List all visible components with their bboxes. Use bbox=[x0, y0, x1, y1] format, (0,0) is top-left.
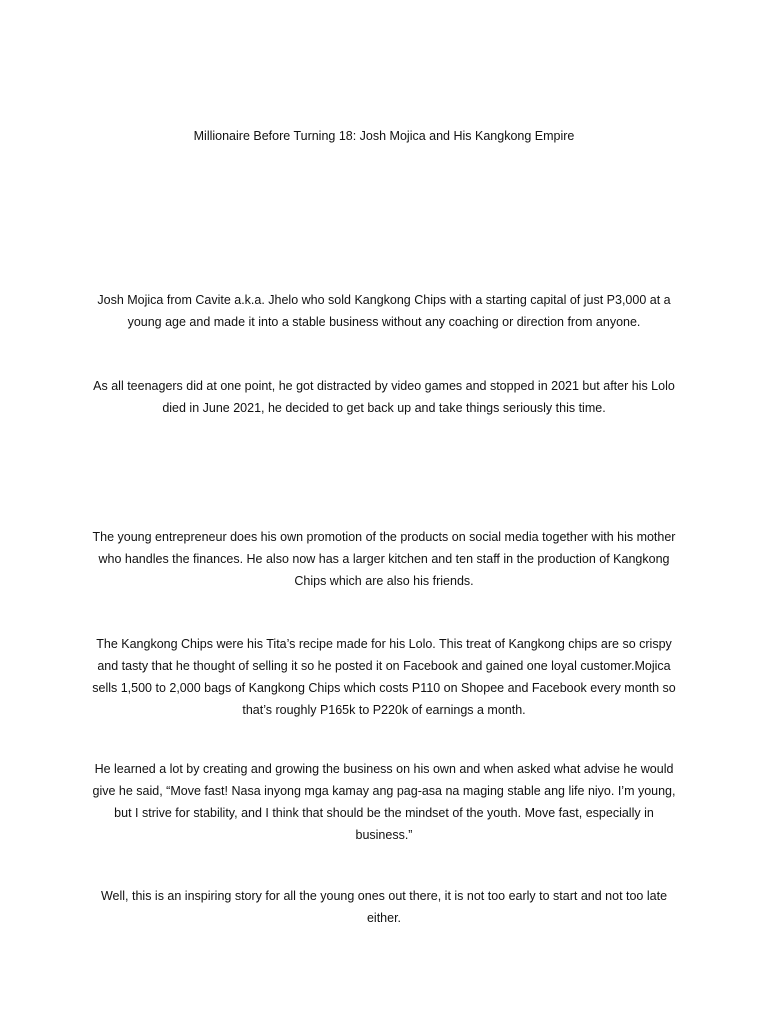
paragraph-distraction: As all teenagers did at one point, he got distracted by video games and stopped in 2021 but after his Lolo died in June 2021, he decided to get back up and take things seriously this time. bbox=[93, 379, 675, 415]
paragraph-promotion: The young entrepreneur does his own promotion of the products on social media together with his mother who handles the finances. He also now has a larger kitchen and ten staff in the production of Kangkong Chips which are also his friends. bbox=[92, 530, 676, 588]
paragraph-recipe-sales: The Kangkong Chips were his Tita’s recipe made for his Lolo. This treat of Kangkong chips are so crispy and tasty that he thought of selling it so he posted it on Facebook and gained one loyal customer.Mojica sells 1,500 to 2,000 bags of Kangkong Chips which costs P110 on Shopee and Facebook every month so that’s roughly P165k to P220k of earnings a month. bbox=[92, 637, 676, 717]
paragraph-conclusion: Well, this is an inspiring story for all the young ones out there, it is not too early to start and not too late either. bbox=[100, 889, 668, 925]
paragraph-advice: He learned a lot by creating and growing the business on his own and when asked what advise he would give he said, “Move fast! Nasa inyong mga kamay ang pag-asa na maging stable ang life niyo. I’m young, but I strive for stability, and I think that should be the mindset of the youth. Move fast, especially in business.” bbox=[92, 762, 676, 842]
paragraph-intro: Josh Mojica from Cavite a.k.a. Jhelo who sold Kangkong Chips with a starting capital of just P3,000 at a young age and made it into a stable business without any coaching or direction from anyone. bbox=[97, 293, 671, 329]
document-title: Millionaire Before Turning 18: Josh Mojica and His Kangkong Empire bbox=[193, 129, 575, 143]
